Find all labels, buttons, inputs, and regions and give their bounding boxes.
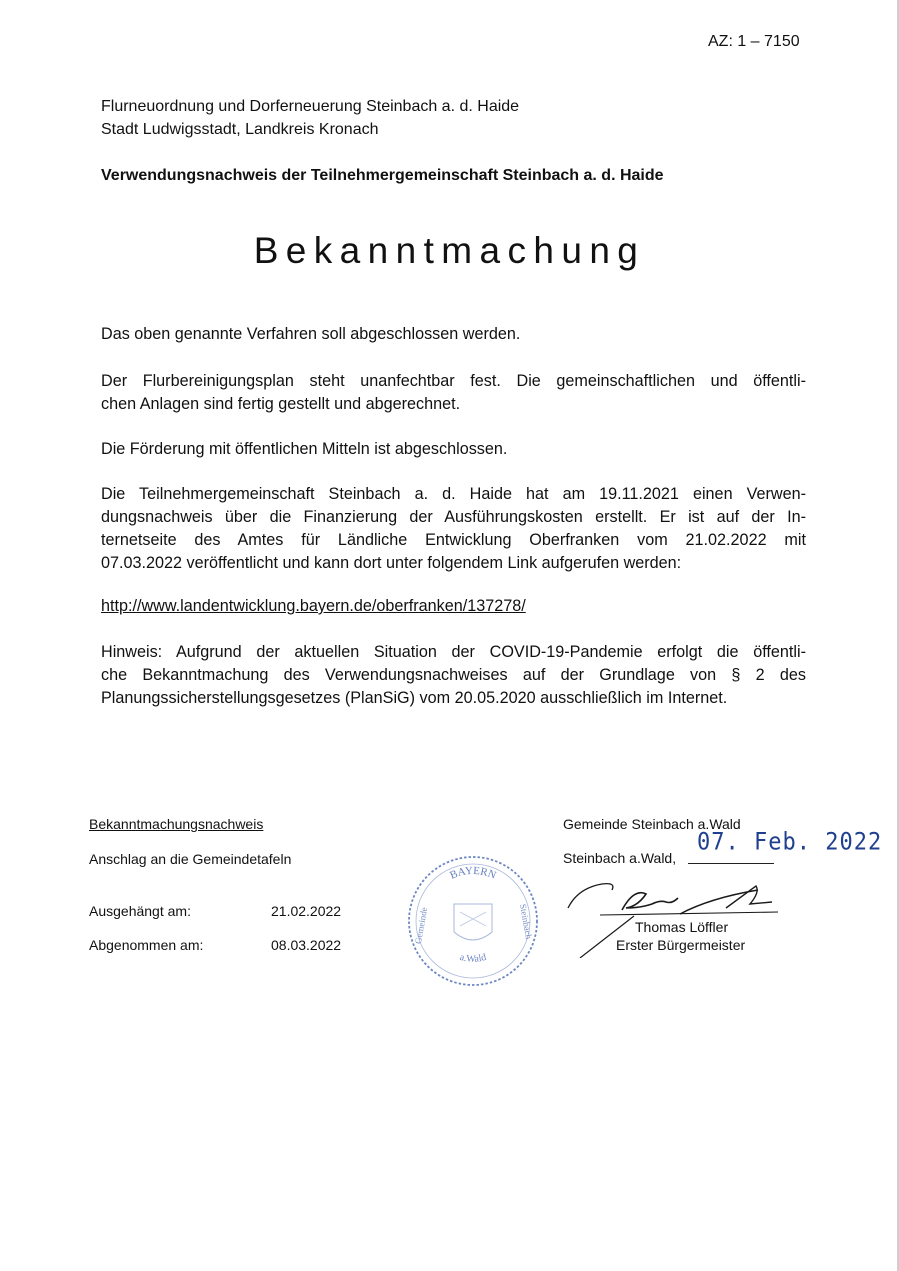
paragraph-line: chen Anlagen sind fertig gestellt und abgerechnet. (101, 395, 461, 413)
seal-text-bottom: a.Wald (458, 951, 488, 965)
notice-record-heading: Bekanntmachungsnachweis (89, 816, 264, 832)
paragraph-line: dungsnachweis über die Finanzierung der Ausführungskosten erstellt. Er ist auf der In- (101, 508, 806, 526)
paragraph-closure (101, 323, 806, 346)
paragraph-line: 07.03.2022 veröffentlicht und kann dort unter folgendem Link aufgerufen werden: (101, 554, 682, 572)
paragraph-line: Die Teilnehmergemeinschaft Steinbach a. d. Haide hat am 19.11.2021 einen Verwen- (101, 485, 806, 503)
paragraph-funding (101, 438, 806, 461)
paragraph-line: ternetseite des Amtes für Ländliche Entwicklung Oberfranken vom 21.02.2022 mit (101, 531, 806, 549)
paragraph-statement (101, 483, 806, 575)
page-heading: Bekanntmachung (253, 230, 646, 271)
paragraph-notice (101, 641, 806, 710)
signatory-role: Erster Bürgermeister (616, 937, 746, 953)
document-title: Verwendungsnachweis der Teilnehmergemeinschaft Steinbach a. d. Haide (101, 167, 664, 184)
signatory-name: Thomas Löffler (635, 919, 729, 935)
paragraph-line: Das oben genannte Verfahren soll abgeschlossen werden. (101, 325, 521, 343)
paragraph-plan (101, 370, 806, 416)
notice-method: Anschlag an die Gemeindetafeln (89, 851, 292, 867)
header-location: Stadt Ludwigsstadt, Landkreis Kronach (101, 121, 379, 138)
paragraph-line: Planungssicherstellungsgesetzes (PlanSiG) vom 20.05.2020 ausschließlich im Internet. (101, 689, 728, 707)
paragraph-line: Die Förderung mit öffentlichen Mitteln ist abgeschlossen. (101, 440, 508, 458)
svg-text:BAYERN (448, 865, 498, 882)
seal-text-top: BAYERN (448, 864, 498, 882)
place-label: Steinbach a.Wald, (563, 850, 677, 866)
official-seal (404, 852, 542, 990)
removed-date: 08.03.2022 (271, 937, 342, 953)
posted-date: 21.02.2022 (271, 903, 342, 919)
paragraph-line: che Bekanntmachung des Verwendungsnachweises auf der Grundlage von § 2 des (101, 666, 806, 684)
paragraph-line: Hinweis: Aufgrund der aktuellen Situation der COVID-19-Pandemie erfolgt die öffentli- (101, 643, 806, 661)
municipality-name: Gemeinde Steinbach a.Wald (563, 816, 741, 832)
header-procedure: Flurneuordnung und Dorferneuerung Steinbach a. d. Haide (101, 98, 520, 115)
seal-text-right: Steinbach (517, 903, 534, 940)
reference-number: AZ: 1 – 7150 (708, 33, 800, 50)
paragraph-line: Der Flurbereinigungsplan steht unanfechtbar fest. Die gemeinschaftlichen und öffentli- (101, 372, 806, 390)
date-line (688, 863, 774, 864)
removed-label: Abgenommen am: (89, 937, 204, 953)
handwritten-date-stamp: 07. Feb. 2022 (697, 829, 883, 856)
posted-label: Ausgehängt am: (89, 903, 191, 919)
publication-link[interactable]: http://www.landentwicklung.bayern.de/oberfranken/137278/ (101, 597, 526, 615)
svg-text:a.Wald (459, 952, 488, 965)
seal-text-left: Gemeinde (412, 906, 430, 945)
